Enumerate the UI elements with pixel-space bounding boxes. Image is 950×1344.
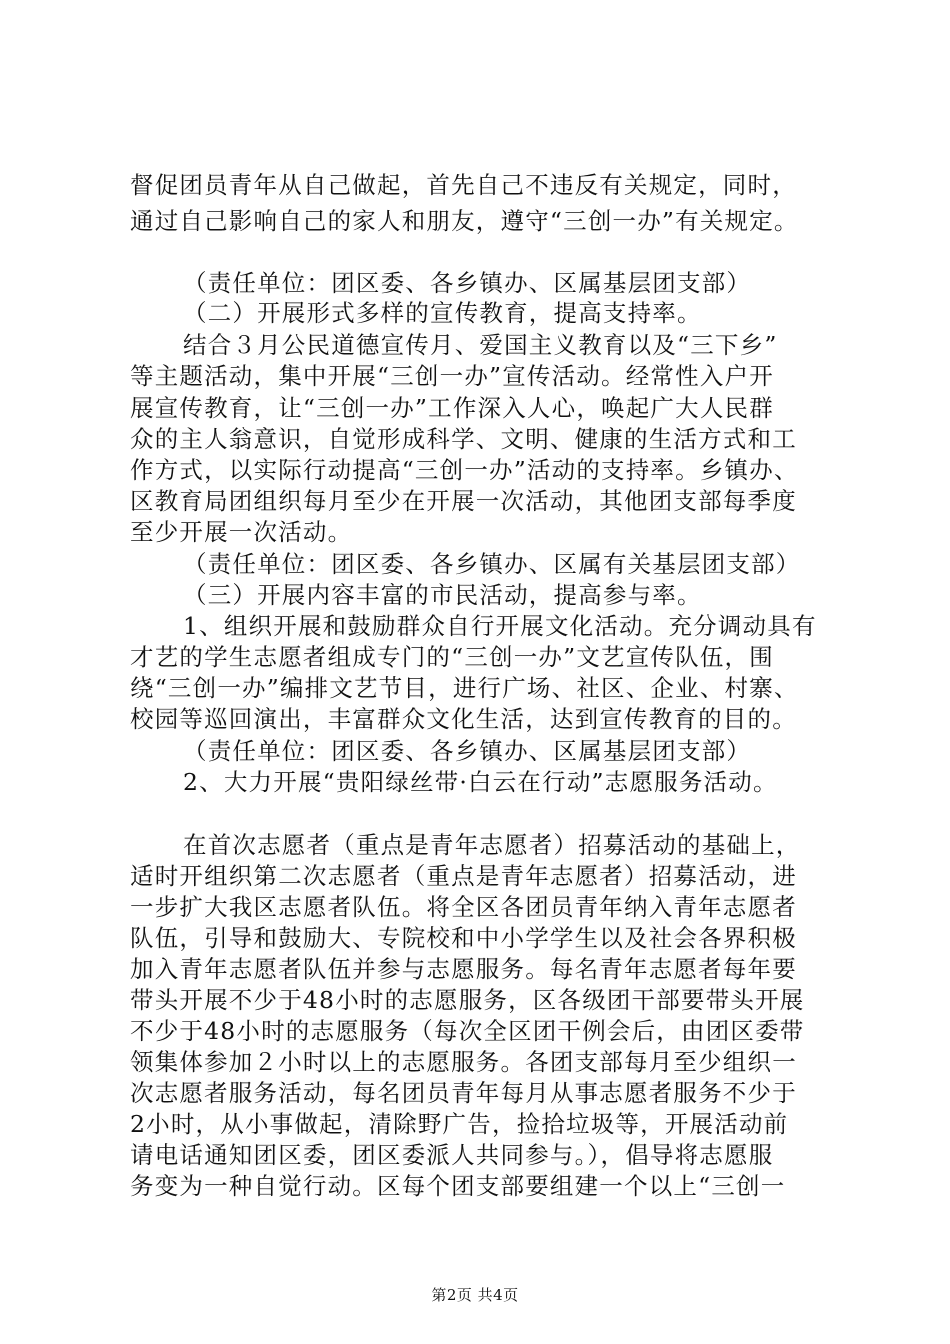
text-line: 2小时，从小事做起，清除野广告，捡拾垃圾等，开展活动前 xyxy=(130,1110,789,1138)
text-line: 校园等巡回演出，丰富群众文化生活，达到宣传教育的目的。 xyxy=(130,705,797,733)
text-line: 绕“三创一办”编排文艺节目，进行广场、社区、企业、村寨、 xyxy=(130,674,799,702)
text-line: （责任单位：团区委、各乡镇办、区属基层团支部） xyxy=(183,269,752,297)
text-line: 才艺的学生志愿者组成专门的“三创一办”文艺宣传队伍，围 xyxy=(130,643,774,671)
text-line: 一步扩大我区志愿者队伍。将全区各团员青年纳入青年志愿者 xyxy=(130,893,797,921)
text-line: 加入青年志愿者队伍并参与志愿服务。每名青年志愿者每年要 xyxy=(130,955,797,983)
text-line: 领集体参加２小时以上的志愿服务。各团支部每月至少组织一 xyxy=(130,1048,797,1076)
text-line: 等主题活动，集中开展“三创一办”宣传活动。经常性入户开 xyxy=(130,362,774,390)
text-line: 次志愿者服务活动，每名团员青年每月从事志愿者服务不少于 xyxy=(130,1079,797,1107)
text-line: 不少于48小时的志愿服务（每次全区团干例会后，由团区委带 xyxy=(130,1017,805,1045)
text-line: 督促团员青年从自己做起，首先自己不违反有关规定，同时， xyxy=(130,171,797,199)
text-line: 适时开组织第二次志愿者（重点是青年志愿者）招募活动，进 xyxy=(130,862,797,890)
text-line: 展宣传教育，让“三创一办”工作深入人心，唤起广大人民群 xyxy=(130,394,774,422)
text-line: 区教育局团组织每月至少在开展一次活动，其他团支部每季度 xyxy=(130,487,797,515)
text-line: 至少开展一次活动。 xyxy=(130,518,353,546)
text-line: （责任单位：团区委、各乡镇办、区属有关基层团支部） xyxy=(183,550,801,578)
text-line: 众的主人翁意识，自觉形成科学、文明、健康的生活方式和工 xyxy=(130,425,797,453)
text-line: （三）开展内容丰富的市民活动，提高参与率。 xyxy=(183,581,702,609)
text-line: 在首次志愿者（重点是青年志愿者）招募活动的基础上， xyxy=(183,831,801,859)
text-line: （责任单位：团区委、各乡镇办、区属基层团支部） xyxy=(183,737,752,765)
text-line: 请电话通知团区委，团区委派人共同参与。），倡导将志愿服 xyxy=(130,1141,774,1169)
text-line: 作方式，以实际行动提高“三创一办”活动的支持率。乡镇办、 xyxy=(130,456,799,484)
text-line: 2、大力开展“贵阳绿丝带·白云在行动”志愿服务活动。 xyxy=(183,768,778,796)
text-line: 结合３月公民道德宣传月、爱国主义教育以及“三下乡” xyxy=(183,331,778,359)
page-footer: 第2页 共4页 xyxy=(431,1286,519,1304)
text-line: （二）开展形式多样的宣传教育，提高支持率。 xyxy=(183,299,702,327)
text-line: 队伍，引导和鼓励大、专院校和中小学学生以及社会各界积极 xyxy=(130,924,797,952)
text-line: 务变为一种自觉行动。区每个团支部要组建一个以上“三创一 xyxy=(130,1172,786,1200)
text-line: 1、组织开展和鼓励群众自行开展文化活动。充分调动具有 xyxy=(183,612,817,640)
text-line: 带头开展不少于48小时的志愿服务，区各级团干部要带头开展 xyxy=(130,986,805,1014)
text-line: 通过自己影响自己的家人和朋友，遵守“三创一办”有关规定。 xyxy=(130,207,799,235)
